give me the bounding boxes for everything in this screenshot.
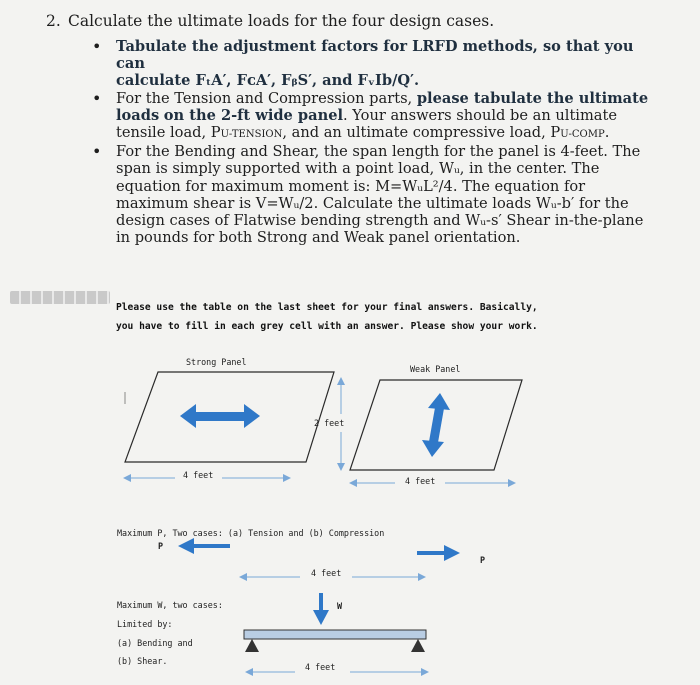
question-number: 2. [46,12,61,30]
bullet-dot: • [92,88,102,108]
note-line: you have to fill in each grey cell with an answer. Please show your work. [116,321,538,332]
question-heading: Calculate the ultimate loads for the four design cases. [68,12,495,30]
bullet-text: Tabulate the adjustment factors for LRFD methods, so that you can [116,38,634,73]
w-caption-line: (a) Bending and [117,638,193,648]
bullet-text-bold: on the 2-ft wide panel [163,106,344,124]
p-arrow-right-head [444,545,460,561]
p-right-label: P [480,555,486,565]
right-support [411,639,425,652]
subscript: U-TENSION [220,129,283,141]
bullet-text: For the Bending and Shear, the span length for the panel is 4-feet. The span is simply supported with a point load, Wᵤ, in the center. The equation for maximum moment is: M=WᵤL²/4. The equation for maximum shear is V=Wᵤ/2. Calculate the ultimate loads Wᵤ-b′ for the design cases of Flatwise bending strength and Wᵤ-s′ Shear in-the-plane in pounds for both Strong and Weak panel orientation. [116,143,644,247]
left-support [245,639,259,652]
strong-length-label: 4 feet [183,470,214,480]
weak-length-label: 4 feet [405,476,436,486]
beam-length-label: 4 feet [305,662,336,672]
bullet-text-bold: please tabulate the ultimate loads [116,89,649,124]
width-label: 2 feet [314,418,345,428]
bullet-text: For the Tension and Compression parts, [116,89,417,107]
p-left-label: P [158,541,164,551]
strong-arrow-head-right [244,404,260,428]
bullet-dot: • [92,37,102,56]
p-arrow-right-shaft [417,551,447,555]
w-caption-line: Maximum W, two cases: [117,600,223,610]
beam [244,630,426,639]
axial-caption: Maximum P, Two cases: (a) Tension and (b) Compression [117,528,385,538]
p-arrow-left-shaft [192,544,230,548]
note-line: Please use the table on the last sheet for your final answers. Basically, [116,302,538,313]
weak-arrow-head-top [428,393,450,410]
subscript: U-COMP [560,129,605,141]
w-caption-line: Limited by: [117,619,173,629]
weak-arrow-head-bottom [422,440,444,457]
bullet-text: , and an ultimate compressive load, P [282,124,561,142]
axial-length-label: 4 feet [311,568,342,578]
w-label: W [337,601,343,611]
strong-arrow-head-left [180,404,196,428]
weak-panel-double-arrow [429,405,445,446]
strong-panel-label: Strong Panel [186,357,247,367]
bullet-dot: • [92,142,102,162]
weak-panel-label: Weak Panel [410,364,461,374]
bullet-text: . [604,124,610,142]
bullet-text: . Your answers should be an ultimate tensile load, P [116,106,618,142]
w-arrow-head [313,610,329,625]
bullet-text: calculate FₜA′, FᴄA′, FᵦS′, and FᵥIb/Q′. [116,72,420,90]
strong-panel-double-arrow [190,412,250,421]
w-caption-line: (b) Shear. [117,656,168,666]
p-arrow-left-head [178,538,194,554]
